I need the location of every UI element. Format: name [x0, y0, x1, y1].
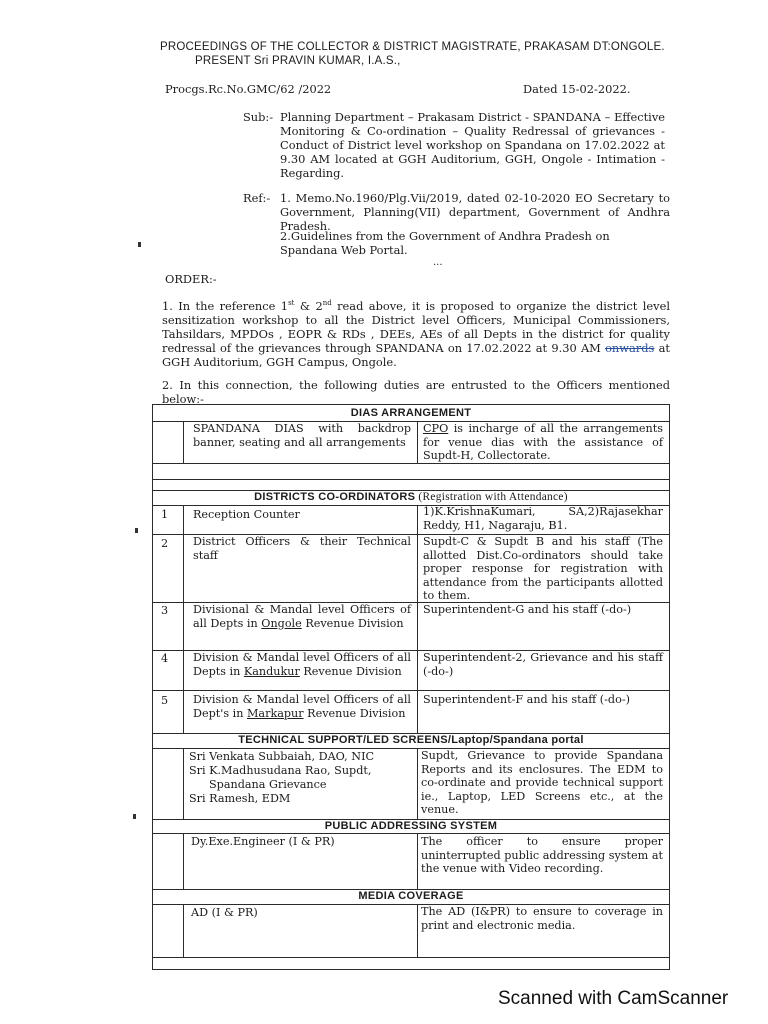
row-number: 3: [161, 604, 169, 617]
technical-left-3: Spandana Grievance: [209, 778, 327, 791]
scan-mark: [135, 528, 138, 533]
row-number: 1: [161, 508, 169, 521]
reference-dots: ...: [433, 257, 443, 268]
reference-2: 2.Guidelines from the Government of Andhra Pradesh on Spandana Web Portal.: [280, 229, 610, 257]
row-number: 5: [161, 694, 169, 707]
media-left: AD (I & PR): [191, 906, 258, 919]
row-1-left: Reception Counter: [193, 508, 300, 521]
scan-mark: [133, 814, 136, 819]
row-number: 4: [161, 652, 169, 665]
dias-left: SPANDANA DIAS with backdrop banner, seating and all arrangements: [193, 422, 411, 449]
scan-mark: [138, 242, 141, 247]
row-3-right: Superintendent-G and his staff (-do-): [423, 603, 632, 616]
technical-left-2: Sri K.Madhusudana Rao, Supdt,: [189, 764, 372, 777]
references-label: Ref:-: [243, 191, 271, 205]
technical-right: Supdt, Grievance to provide Spandana Reports and its enclosures. The EDM to co-ordinate and provide technical support ie., Laptop, LED Screens etc., at the venue.: [421, 749, 663, 817]
proceedings-heading: PROCEEDINGS OF THE COLLECTOR & DISTRICT MAGISTRATE, PRAKASAM DT:ONGOLE.: [160, 41, 665, 53]
technical-header: TECHNICAL SUPPORT/LED SCREENS/Laptop/Spandana portal: [238, 734, 584, 746]
row-1-right: 1)K.KrishnaKumari, SA,2)Rajasekhar Reddy, H1, Nagaraju, B1.: [423, 505, 663, 532]
coordinators-header: DISTRICTS CO-ORDINATORS (Registration with Attendance): [254, 491, 568, 503]
present-officer: PRESENT Sri PRAVIN KUMAR, I.A.S.,: [195, 55, 401, 67]
subject-label: Sub:-: [243, 110, 274, 124]
paragraph-1: 1. In the reference 1st & 2nd read above, it is proposed to organize the district level sensitization workshop to all the District level Officers, Municipal Commissioners, Tahsildars, MPDOs , EOPR & RDs , DEEs, AEs of all Depts in the district for quality redressal of the grievances through SPANDANA on 17.02.2022 at 9.30 AM onwards at GGH Auditorium, GGH Campus, Ongole.: [162, 298, 670, 369]
dias-right: CPO is incharge of all the arrangements for venue dias with the assistance of Supdt-H, Collectorate.: [423, 422, 663, 463]
subject-text: Planning Department – Prakasam District - SPANDANA – Effective Monitoring & Co-ordination – Quality Redressal of grievances - Conduct of District level workshop on Spandana on 17.02.2022 at 9.30 AM located at GGH Auditorium, GGH, Ongole - Intimation - Regarding.: [280, 110, 665, 180]
public-addressing-left: Dy.Exe.Engineer (I & PR): [191, 835, 335, 848]
row-4-left: Division & Mandal level Officers of all Depts in Kandukur Revenue Division: [193, 651, 411, 678]
media-header: MEDIA COVERAGE: [358, 890, 464, 902]
public-addressing-header: PUBLIC ADDRESSING SYSTEM: [324, 820, 498, 832]
row-3-left: Divisional & Mandal level Officers of all Depts in Ongole Revenue Division: [193, 603, 411, 630]
public-addressing-right: The officer to ensure proper uninterrupted public addressing system at the venue with Video recording.: [421, 835, 663, 876]
technical-left-1: Sri Venkata Subbaiah, DAO, NIC: [189, 750, 375, 763]
duties-table: [152, 404, 670, 970]
dias-header: DIAS ARRANGEMENT: [350, 407, 472, 419]
media-right: The AD (I&PR) to ensure to coverage in print and electronic media.: [421, 905, 663, 932]
row-5-right: Superintendent-F and his staff (-do-): [423, 693, 630, 706]
row-number: 2: [161, 537, 169, 550]
reference-1: 1. Memo.No.1960/Plg.Vii/2019, dated 02-10-2020 EO Secretary to Government, Planning(VII) department, Government of Andhra Pradesh.: [280, 191, 670, 233]
reference-number: Procgs.Rc.No.GMC/62 /2022: [165, 82, 332, 96]
technical-left-4: Sri Ramesh, EDM: [189, 792, 291, 805]
struck-word: onwards: [605, 340, 655, 355]
order-label: ORDER:-: [165, 272, 217, 286]
document-date: Dated 15-02-2022.: [523, 82, 631, 96]
row-2-right: Supdt-C & Supdt B and his staff (The allotted Dist.Co-ordinators should take proper response for registration with attendance from the participants allotted to them.: [423, 535, 663, 603]
row-5-left: Division & Mandal level Officers of all Dept's in Markapur Revenue Division: [193, 693, 411, 720]
camscanner-watermark: Scanned with CamScanner: [498, 988, 729, 1009]
paragraph-2: 2. In this connection, the following duties are entrusted to the Officers mentioned below:-: [162, 378, 670, 406]
row-4-right: Superintendent-2, Grievance and his staff (-do-): [423, 651, 663, 678]
row-2-left: District Officers & their Technical staff: [193, 535, 411, 562]
